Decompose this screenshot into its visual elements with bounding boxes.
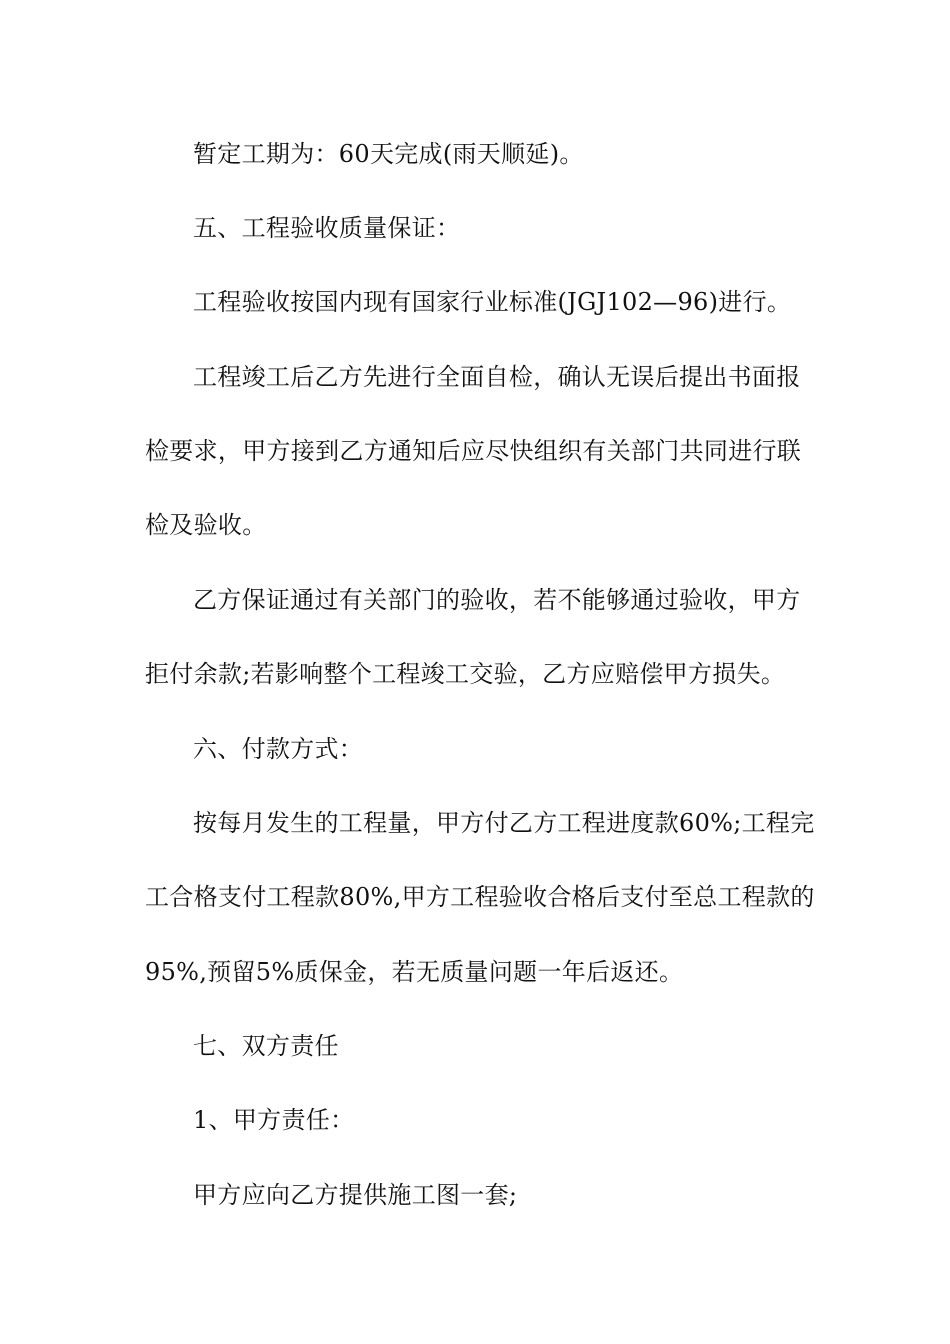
- text-line-payment-end: 95%,预留5%质保金，若无质量问题一年后返还。: [145, 958, 684, 986]
- section-heading-acceptance: 五、工程验收质量保证：: [193, 214, 461, 242]
- text-line-self-check: 工程竣工后乙方先进行全面自检，确认无误后提出书面报: [193, 363, 801, 391]
- text-line-guarantee-cont: 拒付余款;若影响整个工程竣工交验，乙方应赔偿甲方损失。: [145, 660, 786, 688]
- text-line-schedule: 暂定工期为：60天完成(雨天顺延)。: [193, 140, 584, 168]
- text-line-guarantee: 乙方保证通过有关部门的验收，若不能够通过验收，甲方: [193, 586, 801, 614]
- text-line-self-check-cont: 检要求，甲方接到乙方通知后应尽快组织有关部门共同进行联: [145, 437, 802, 465]
- text-line-self-check-end: 检及验收。: [145, 511, 267, 539]
- section-heading-responsibilities: 七、双方责任: [193, 1032, 339, 1060]
- text-line-standard: 工程验收按国内现有国家行业标准(JGJ102—96)进行。: [193, 288, 792, 316]
- section-heading-payment: 六、付款方式：: [193, 735, 364, 763]
- text-line-drawings: 甲方应向乙方提供施工图一套;: [193, 1181, 518, 1209]
- text-line-payment: 按每月发生的工程量，甲方付乙方工程进度款60%;工程完: [193, 809, 815, 837]
- text-line-payment-cont: 工合格支付工程款80%,甲方工程验收合格后支付至总工程款的: [145, 883, 815, 911]
- subsection-heading-party-a: 1、甲方责任：: [193, 1106, 355, 1134]
